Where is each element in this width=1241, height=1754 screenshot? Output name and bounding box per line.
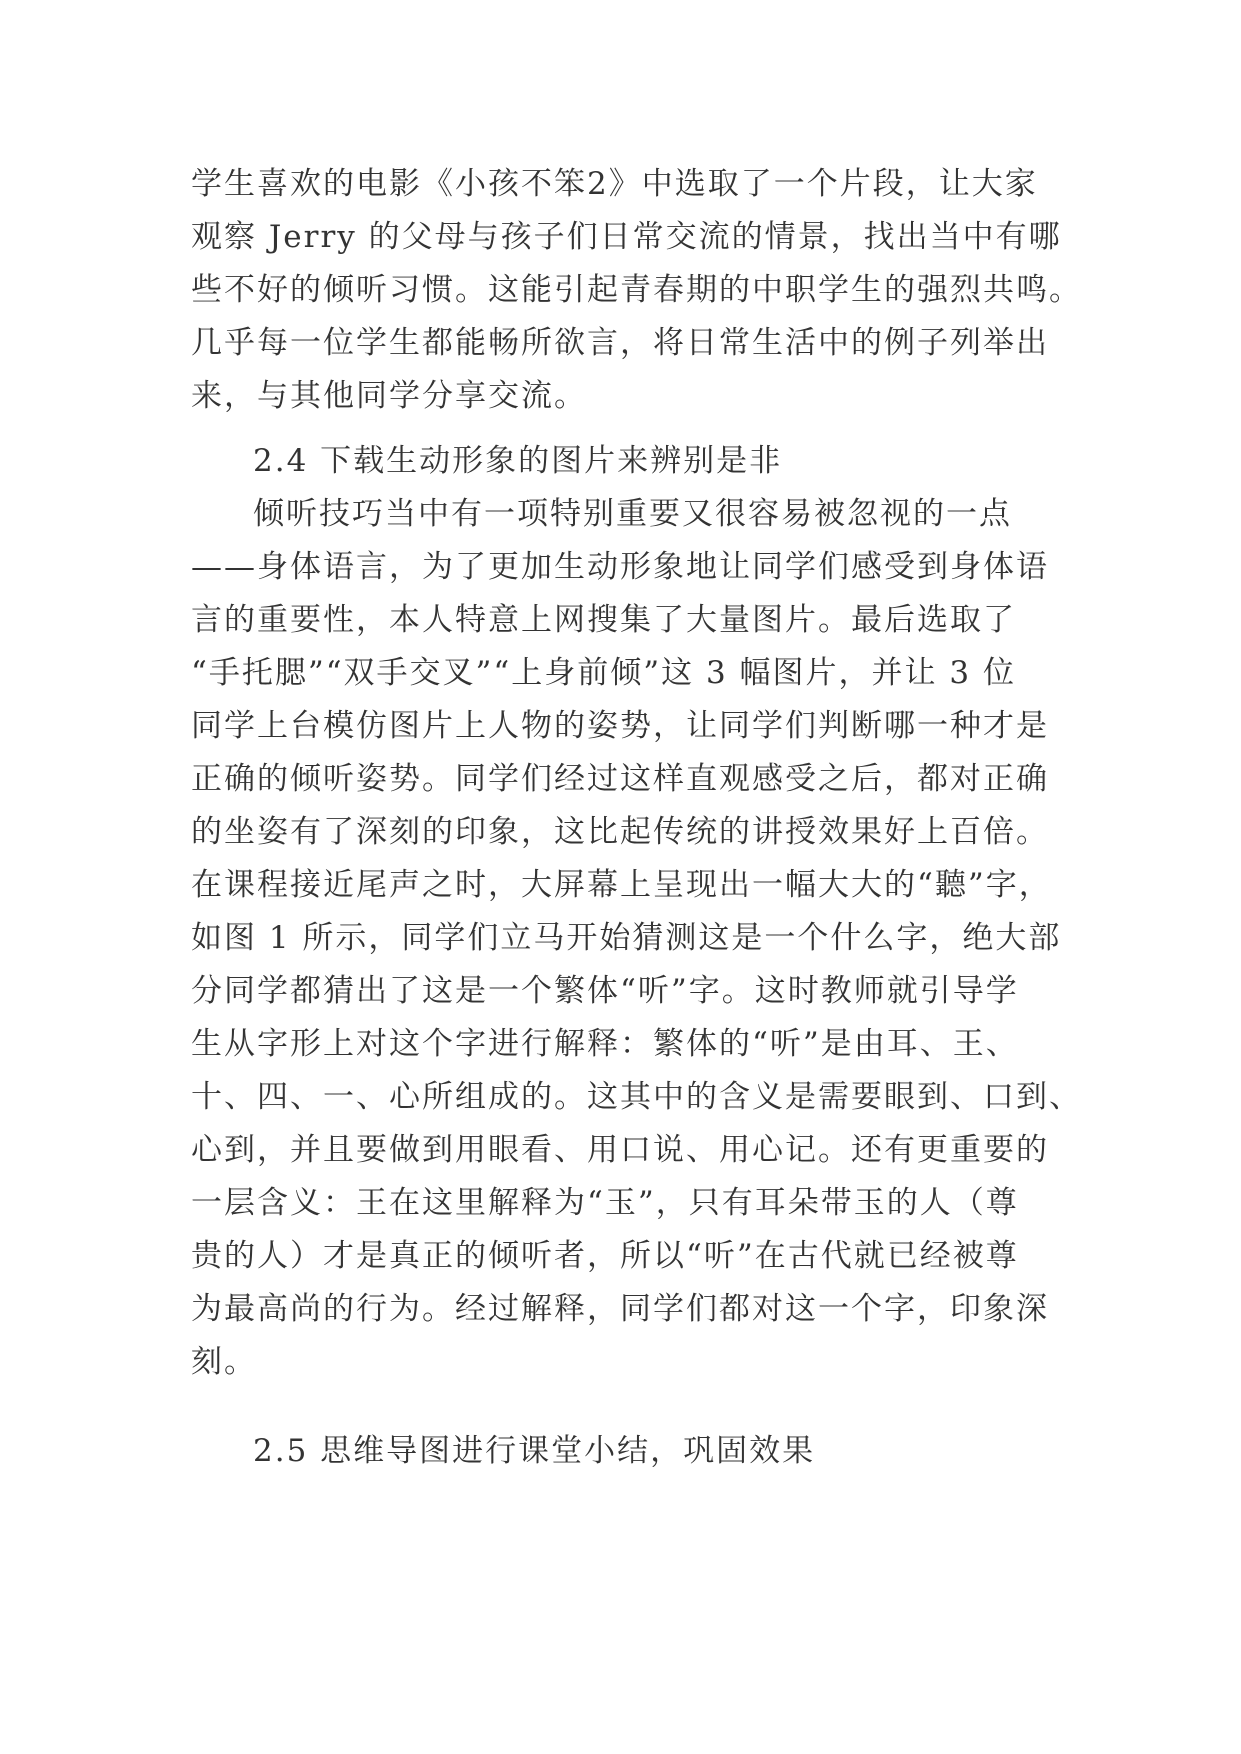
text-line: 言的重要性，本人特意上网搜集了大量图片。最后选取了 — [191, 602, 1016, 638]
text-line: 心到，并且要做到用眼看、用口说、用心记。还有更重要的 — [191, 1132, 1049, 1168]
text-line: 几乎每一位学生都能畅所欲言，将日常生活中的例子列举出 — [191, 325, 1049, 361]
text-line: 同学上台模仿图片上人物的姿势，让同学们判断哪一种才是 — [191, 708, 1049, 744]
paragraph-1 — [191, 158, 1091, 423]
text-line: 刻。 — [191, 1344, 257, 1380]
text-line: 十、四、一、心所组成的。这其中的含义是需要眼到、口到、 — [191, 1079, 1082, 1115]
text-line: “手托腮”“双手交叉”“上身前倾”这 3 幅图片，并让 3 位 — [191, 655, 1016, 691]
text-line: 倾听技巧当中有一项特别重要又很容易被忽视的一点 — [253, 496, 1012, 532]
text-line: 如图 1 所示，同学们立马开始猜测这是一个什么字，绝大部 — [191, 920, 1062, 956]
text-line: 贵的人）才是真正的倾听者，所以“听”在古代就已经被尊 — [191, 1238, 1019, 1274]
text-line: 观察 Jerry 的父母与孩子们日常交流的情景，找出当中有哪 — [191, 219, 1062, 255]
section-heading-2-4: 2.4 下载生动形象的图片来辨别是非 — [253, 443, 783, 479]
section-heading-2-5: 2.5 思维导图进行课堂小结，巩固效果 — [253, 1433, 816, 1469]
text-line: 的坐姿有了深刻的印象，这比起传统的讲授效果好上百倍。 — [191, 814, 1049, 850]
text-line: 为最高尚的行为。经过解释，同学们都对这一个字，印象深 — [191, 1291, 1049, 1327]
paragraph-2 — [191, 488, 1091, 1389]
text-line: 一层含义：王在这里解释为“玉”，只有耳朵带玉的人（尊 — [191, 1185, 1019, 1221]
text-line: ——身体语言，为了更加生动形象地让同学们感受到身体语 — [191, 549, 1049, 585]
document-body — [191, 158, 1091, 1478]
text-line: 来，与其他同学分享交流。 — [191, 378, 587, 414]
text-line: 分同学都猜出了这是一个繁体“听”字。这时教师就引导学 — [191, 973, 1019, 1009]
text-line: 在课程接近尾声之时，大屏幕上呈现出一幅大大的“聽”字， — [191, 867, 1052, 903]
text-line: 正确的倾听姿势。同学们经过这样直观感受之后，都对正确 — [191, 761, 1049, 797]
text-line: 生从字形上对这个字进行解释：繁体的“听”是由耳、王、 — [191, 1026, 1019, 1062]
text-line: 学生喜欢的电影《小孩不笨2》中选取了一个片段，让大家 — [191, 166, 1038, 202]
text-line: 些不好的倾听习惯。这能引起青春期的中职学生的强烈共鸣。 — [191, 272, 1082, 308]
